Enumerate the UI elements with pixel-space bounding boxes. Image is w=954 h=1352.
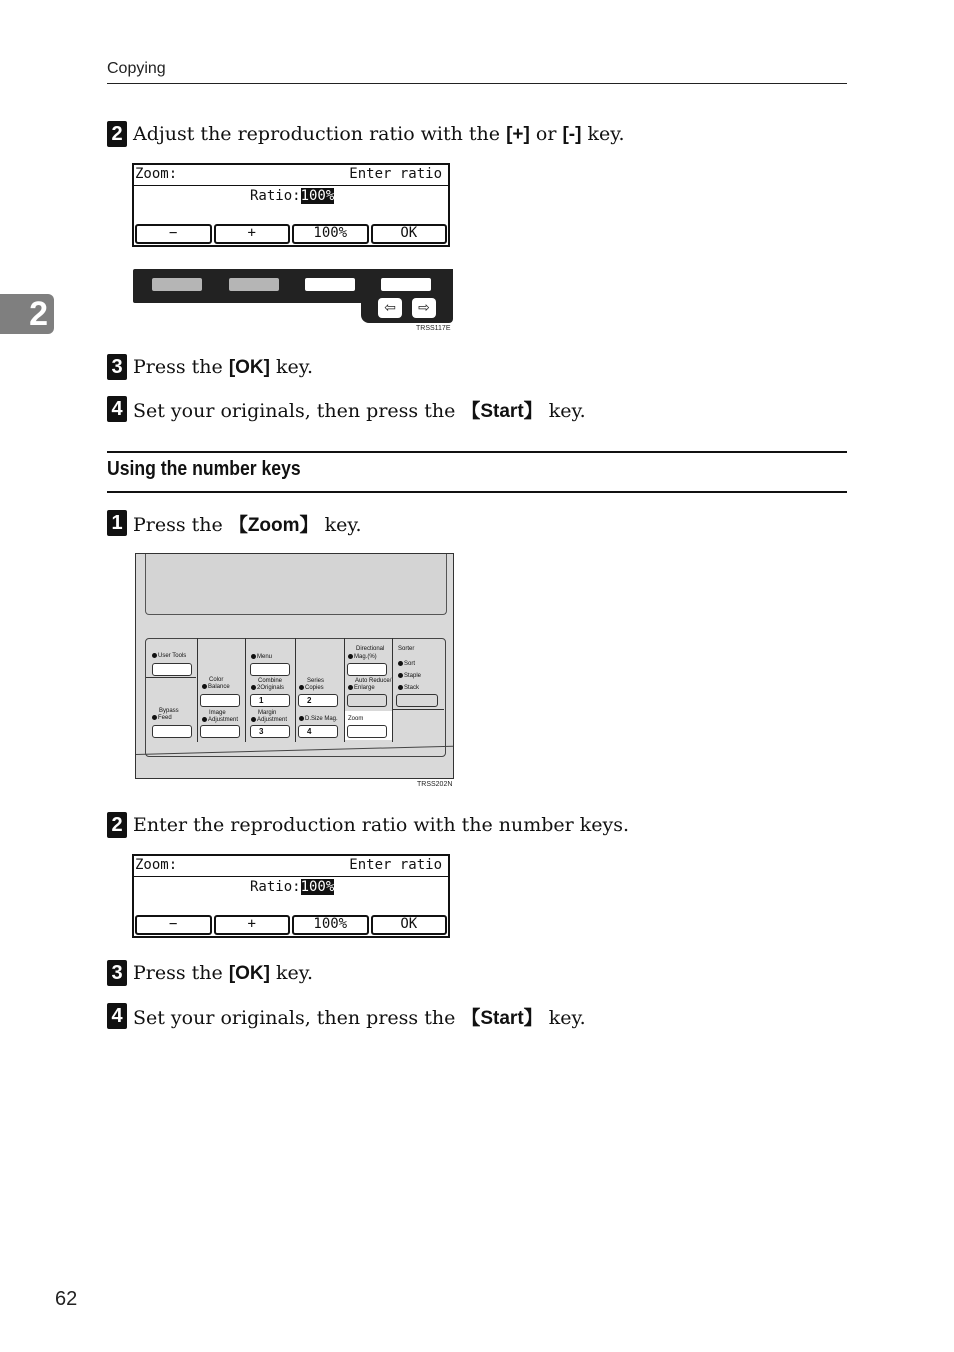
ratio-value: 100%: [300, 188, 335, 204]
color-balance-label: Color: [209, 677, 224, 683]
directional-label-2: Mag.(%): [348, 654, 377, 660]
number-key-2[interactable]: 2: [298, 694, 338, 707]
combine-label-2: 2Originals: [251, 685, 284, 691]
color-balance-key[interactable]: [200, 694, 240, 707]
color-balance-label-2: Balance: [202, 684, 230, 690]
indicator-icon: [398, 673, 403, 678]
running-header: Copying: [107, 60, 166, 77]
sort-label: Sort: [398, 661, 415, 667]
indicator-icon: [202, 717, 207, 722]
step-text: Adjust the reproduction ratio with the [+] or [-] key.: [133, 122, 625, 145]
indicator-icon: [251, 654, 256, 659]
indicator-icon: [299, 716, 304, 721]
left-arrow-icon[interactable]: ⇦: [378, 298, 402, 318]
step-press-ok-2: [107, 959, 313, 987]
lcd-title: Zoom:: [135, 166, 178, 182]
indicator-icon: [251, 685, 256, 690]
figure-code-2: TRSS202N: [417, 781, 453, 788]
lcd-ratio: Ratio:100%: [250, 188, 335, 204]
dsize-label: D.Size Mag.: [299, 716, 338, 722]
ok-button[interactable]: OK: [371, 915, 448, 935]
bypass-feed-key[interactable]: [152, 725, 192, 738]
indicator-icon: [152, 653, 157, 658]
menu-key[interactable]: [250, 663, 290, 676]
plus-button[interactable]: +: [214, 915, 291, 935]
selection-key-3[interactable]: [305, 278, 355, 291]
number-key-4[interactable]: 4: [298, 725, 338, 738]
image-adjustment-label-2: Adjustment: [202, 717, 238, 723]
user-tools-label: User Tools: [152, 653, 186, 659]
lcd-hint: Enter ratio: [349, 166, 442, 182]
step-number: 4: [107, 1003, 127, 1029]
selection-key-1[interactable]: [152, 278, 202, 291]
header-rule: [107, 83, 847, 84]
ok-key-ref: [OK]: [228, 962, 270, 984]
image-adjustment-key[interactable]: [200, 725, 240, 738]
step-number: 2: [107, 812, 127, 838]
step-text: Set your originals, then press the 【Start】 key.: [133, 399, 586, 422]
menu-label: Menu: [251, 654, 272, 660]
indicator-icon: [398, 661, 403, 666]
lcd-display-bottom: [132, 854, 450, 938]
lcd-display-top: [132, 163, 450, 247]
step-text: Set your originals, then press the 【Start】 key.: [133, 1006, 586, 1029]
ok-key-ref: [OK]: [228, 356, 270, 378]
lcd-button-row: [134, 914, 448, 936]
indicator-icon: [299, 685, 304, 690]
step-number: 1: [107, 510, 127, 536]
right-arrow-icon[interactable]: ⇨: [412, 298, 436, 318]
step-number: 3: [107, 354, 127, 380]
staple-label: Staple: [398, 673, 421, 679]
directional-label: Directional: [356, 646, 385, 652]
user-tools-key[interactable]: [152, 663, 192, 676]
operation-panel: [135, 553, 454, 779]
lcd-hint: Enter ratio: [349, 857, 442, 873]
directional-mag-key[interactable]: [347, 663, 387, 676]
auto-reduce-label-2: Enlarge: [348, 685, 375, 691]
start-key-ref: 【Start】: [461, 1007, 543, 1029]
margin-label-2: Adjustment: [251, 717, 287, 723]
ratio-value: 100%: [300, 879, 335, 895]
panel-display: [145, 554, 447, 615]
indicator-icon: [251, 717, 256, 722]
sorter-key[interactable]: [396, 694, 438, 707]
step-text: Press the 【Zoom】 key.: [133, 513, 362, 536]
minus-key-ref: [-]: [562, 123, 582, 145]
step-text: Enter the reproduction ratio with the number keys.: [133, 814, 630, 836]
zoom-key-ref: 【Zoom】: [228, 514, 319, 536]
hundred-percent-button[interactable]: 100%: [292, 915, 369, 935]
auto-reduce-key[interactable]: [347, 694, 387, 707]
number-key-1[interactable]: 1: [250, 694, 290, 707]
step-number: 4: [107, 396, 127, 422]
margin-label: Margin: [258, 710, 277, 716]
bypass-label: Bypass: [159, 708, 179, 714]
lcd-title-bar: [134, 856, 448, 877]
indicator-icon: [202, 684, 207, 689]
section-rule-bottom: [107, 491, 847, 493]
step-press-start-2: [107, 1002, 586, 1030]
number-key-3[interactable]: 3: [250, 725, 290, 738]
step-number: 3: [107, 960, 127, 986]
selection-key-4[interactable]: [381, 278, 431, 291]
step-press-zoom: [107, 509, 362, 537]
lcd-ratio: Ratio:100%: [250, 879, 335, 895]
zoom-key[interactable]: [347, 725, 387, 738]
plus-button[interactable]: +: [214, 224, 291, 244]
selection-key-panel: [133, 269, 453, 323]
page-number: 62: [55, 1288, 78, 1310]
step-text: Press the [OK] key.: [133, 355, 314, 378]
selection-key-2[interactable]: [229, 278, 279, 291]
minus-button[interactable]: −: [135, 224, 212, 244]
combine-label: Combine: [258, 678, 283, 684]
start-key-ref: 【Start】: [461, 400, 543, 422]
zoom-label: Zoom: [348, 716, 364, 722]
plus-key-ref: [+]: [506, 123, 530, 145]
section-rule-top: [107, 451, 847, 453]
hundred-percent-button[interactable]: 100%: [292, 224, 369, 244]
indicator-icon: [398, 685, 403, 690]
step-adjust-ratio: [107, 120, 624, 148]
chapter-tab: 2: [0, 294, 54, 334]
lcd-title: Zoom:: [135, 857, 178, 873]
indicator-icon: [348, 654, 353, 659]
indicator-icon: [152, 715, 157, 720]
indicator-icon: [348, 685, 353, 690]
lcd-button-row: [134, 223, 448, 245]
lcd-title-bar: [134, 165, 448, 186]
stack-label: Stack: [398, 685, 419, 691]
sorter-label: Sorter: [398, 646, 415, 652]
section-title: Using the number keys: [107, 458, 301, 480]
step-text: Press the [OK] key.: [133, 961, 314, 984]
step-number: 2: [107, 121, 127, 147]
series-label-2: Copies: [299, 685, 324, 691]
step-enter-ratio: [107, 811, 629, 839]
image-adjustment-label: Image: [209, 710, 226, 716]
ok-button[interactable]: OK: [371, 224, 448, 244]
figure-code: TRSS117E: [416, 325, 451, 332]
series-label: Series: [307, 678, 325, 684]
step-press-start: [107, 395, 586, 423]
bypass-label-2: Feed: [152, 715, 172, 721]
minus-button[interactable]: −: [135, 915, 212, 935]
step-press-ok: [107, 353, 313, 381]
auto-reduce-label: Auto Reduce/: [355, 678, 392, 684]
